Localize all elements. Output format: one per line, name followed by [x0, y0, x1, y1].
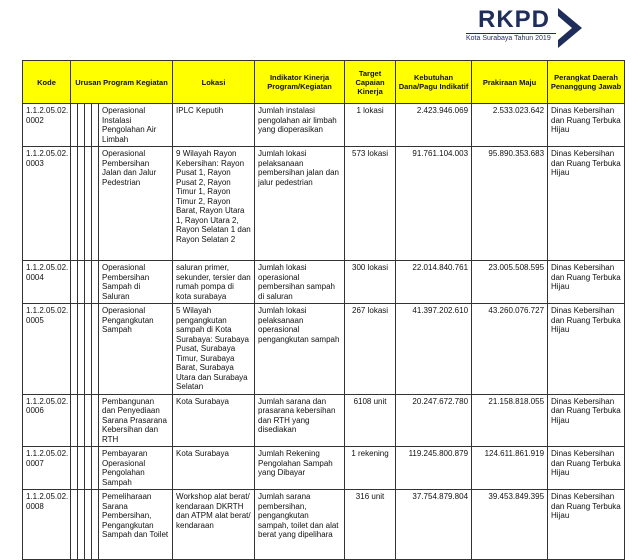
header-kebutuhan: Kebutuhan Dana/Pagu Indikatif — [396, 61, 472, 104]
header-kode: Kode — [23, 61, 71, 104]
cell-perangkat: Dinas Kebersihan dan Ruang Terbuka Hijau — [548, 447, 625, 490]
cell-level-spacer — [78, 304, 85, 395]
table-row — [23, 147, 625, 261]
cell-lokasi: Workshop alat berat/ kendaraan DKRTH dan ATPM alat berat/ kendaraan — [173, 490, 255, 560]
report-title: RKPD — [478, 6, 551, 33]
report-header — [0, 0, 640, 56]
cell-lokasi: Kota Surabaya — [173, 394, 255, 447]
cell-level-spacer — [85, 394, 92, 447]
table-row — [23, 394, 625, 447]
cell-kebutuhan: 119.245.800.879 — [396, 447, 472, 490]
cell-lokasi: IPLC Keputih — [173, 104, 255, 147]
cell-kebutuhan: 20.247.672.780 — [396, 394, 472, 447]
cell-target: 1 lokasi — [345, 104, 396, 147]
cell-prakiraan: 43.260.076.727 — [472, 304, 548, 395]
cell-level-spacer — [92, 447, 99, 490]
cell-kebutuhan: 22.014.840.761 — [396, 261, 472, 304]
cell-target: 573 lokasi — [345, 147, 396, 261]
cell-indikator: Jumlah lokasi operasional pembersihan sampah di saluran — [255, 261, 345, 304]
cell-indikator: Jumlah lokasi pelaksanaan operasional pengangkutan sampah — [255, 304, 345, 395]
cell-indikator: Jumlah lokasi pelaksanaan pembersihan jalan dan jalur pedestrian — [255, 147, 345, 261]
cell-level-spacer — [71, 104, 78, 147]
cell-kebutuhan: 37.754.879.804 — [396, 490, 472, 560]
cell-target: 1 rekening — [345, 447, 396, 490]
cell-target: 316 unit — [345, 490, 396, 560]
cell-kode: 1.1.2.05.02. 0007 — [23, 447, 71, 490]
report-subtitle: Kota Surabaya Tahun 2019 — [466, 33, 556, 42]
cell-perangkat: Dinas Kebersihan dan Ruang Terbuka Hijau — [548, 304, 625, 395]
cell-lokasi: 9 Wilayah Rayon Kebersihan: Rayon Pusat 1, Rayon Pusat 2, Rayon Timur 1, Rayon Timur 2, Rayon Barat, Rayon Utara 1, Rayon Utara 2, Rayon Selatan 1 dan Rayon Selatan 2 — [173, 147, 255, 261]
cell-lokasi: Kota Surabaya — [173, 447, 255, 490]
cell-kode: 1.1.2.05.02. 0002 — [23, 104, 71, 147]
cell-indikator: Jumlah Rekening Pengolahan Sampah yang Dibayar — [255, 447, 345, 490]
cell-kebutuhan: 91.761.104.003 — [396, 147, 472, 261]
cell-perangkat: Dinas Kebersihan dan Ruang Terbuka Hijau — [548, 261, 625, 304]
cell-level-spacer — [92, 490, 99, 560]
cell-kode: 1.1.2.05.02. 0004 — [23, 261, 71, 304]
header-indikator: Indikator Kinerja Program/Kegiatan — [255, 61, 345, 104]
cell-target: 300 lokasi — [345, 261, 396, 304]
cell-level-spacer — [85, 447, 92, 490]
cell-level-spacer — [92, 304, 99, 395]
cell-lokasi: saluran primer, sekunder, tersier dan rumah pompa di kota surabaya — [173, 261, 255, 304]
cell-kebutuhan: 41.397.202.610 — [396, 304, 472, 395]
cell-level-spacer — [78, 447, 85, 490]
cell-kegiatan: Operasional Pembersihan Sampah di Saluran — [99, 261, 173, 304]
table-row — [23, 304, 625, 395]
rkpd-table — [22, 60, 625, 560]
cell-level-spacer — [92, 147, 99, 261]
cell-level-spacer — [85, 304, 92, 395]
cell-indikator: Jumlah sarana pembersihan, pengangkutan sampah, toilet dan alat berat yang dipelihara — [255, 490, 345, 560]
cell-level-spacer — [78, 394, 85, 447]
cell-level-spacer — [78, 147, 85, 261]
cell-target: 6108 unit — [345, 394, 396, 447]
cell-kegiatan: Pembayaran Operasional Pengolahan Sampah — [99, 447, 173, 490]
header-lokasi: Lokasi — [173, 61, 255, 104]
table-header-row — [23, 61, 625, 104]
cell-prakiraan: 95.890.353.683 — [472, 147, 548, 261]
header-target: Target Capaian Kinerja — [345, 61, 396, 104]
cell-kode: 1.1.2.05.02. 0005 — [23, 304, 71, 395]
cell-kegiatan: Operasional Pengangkutan Sampah — [99, 304, 173, 395]
cell-level-spacer — [78, 261, 85, 304]
cell-kode: 1.1.2.05.02. 0003 — [23, 147, 71, 261]
cell-level-spacer — [85, 104, 92, 147]
cell-kebutuhan: 2.423.946.069 — [396, 104, 472, 147]
cell-level-spacer — [71, 304, 78, 395]
rkpd-logo-icon — [556, 6, 584, 50]
cell-prakiraan: 23.005.508.595 — [472, 261, 548, 304]
cell-prakiraan: 39.453.849.395 — [472, 490, 548, 560]
cell-level-spacer — [78, 490, 85, 560]
cell-level-spacer — [78, 104, 85, 147]
table-row — [23, 104, 625, 147]
cell-kegiatan: Operasional Instalasi Pengolahan Air Limbah — [99, 104, 173, 147]
cell-level-spacer — [71, 490, 78, 560]
cell-indikator: Jumlah instalasi pengolahan air limbah yang dioperasikan — [255, 104, 345, 147]
cell-level-spacer — [92, 261, 99, 304]
cell-level-spacer — [92, 394, 99, 447]
header-prakiraan: Prakiraan Maju — [472, 61, 548, 104]
cell-level-spacer — [71, 394, 78, 447]
cell-level-spacer — [85, 147, 92, 261]
cell-level-spacer — [71, 261, 78, 304]
cell-kegiatan: Pemeliharaan Sarana Pembersihan, Pengangkutan Sampah dan Toilet — [99, 490, 173, 560]
cell-kegiatan: Operasional Pembersihan Jalan dan Jalur Pedestrian — [99, 147, 173, 261]
cell-level-spacer — [85, 261, 92, 304]
cell-level-spacer — [71, 447, 78, 490]
cell-level-spacer — [92, 104, 99, 147]
cell-level-spacer — [85, 490, 92, 560]
cell-prakiraan: 2.533.023.642 — [472, 104, 548, 147]
header-perangkat: Perangkat Daerah Penanggung Jawab — [548, 61, 625, 104]
cell-perangkat: Dinas Kebersihan dan Ruang Terbuka Hijau — [548, 394, 625, 447]
cell-indikator: Jumlah sarana dan prasarana kebersihan dan RTH yang disediakan — [255, 394, 345, 447]
cell-prakiraan: 21.158.818.055 — [472, 394, 548, 447]
cell-prakiraan: 124.611.861.919 — [472, 447, 548, 490]
table-row — [23, 261, 625, 304]
table-row — [23, 490, 625, 560]
cell-kode: 1.1.2.05.02. 0008 — [23, 490, 71, 560]
cell-kegiatan: Pembangunan dan Penyediaan Sarana Prasarana Kebersihan dan RTH — [99, 394, 173, 447]
cell-level-spacer — [71, 147, 78, 261]
cell-target: 267 lokasi — [345, 304, 396, 395]
header-urusan: Urusan Program Kegiatan — [71, 61, 173, 104]
cell-perangkat: Dinas Kebersihan dan Ruang Terbuka Hijau — [548, 490, 625, 560]
cell-perangkat: Dinas Kebersihan dan Ruang Terbuka Hijau — [548, 147, 625, 261]
table-row — [23, 447, 625, 490]
cell-perangkat: Dinas Kebersihan dan Ruang Terbuka Hijau — [548, 104, 625, 147]
cell-kode: 1.1.2.05.02. 0006 — [23, 394, 71, 447]
cell-lokasi: 5 Wilayah pengangkutan sampah di Kota Surabaya: Surabaya Pusat, Surabaya Timur, Surabaya Barat, Surabaya Utara dan Surabaya Selatan — [173, 304, 255, 395]
